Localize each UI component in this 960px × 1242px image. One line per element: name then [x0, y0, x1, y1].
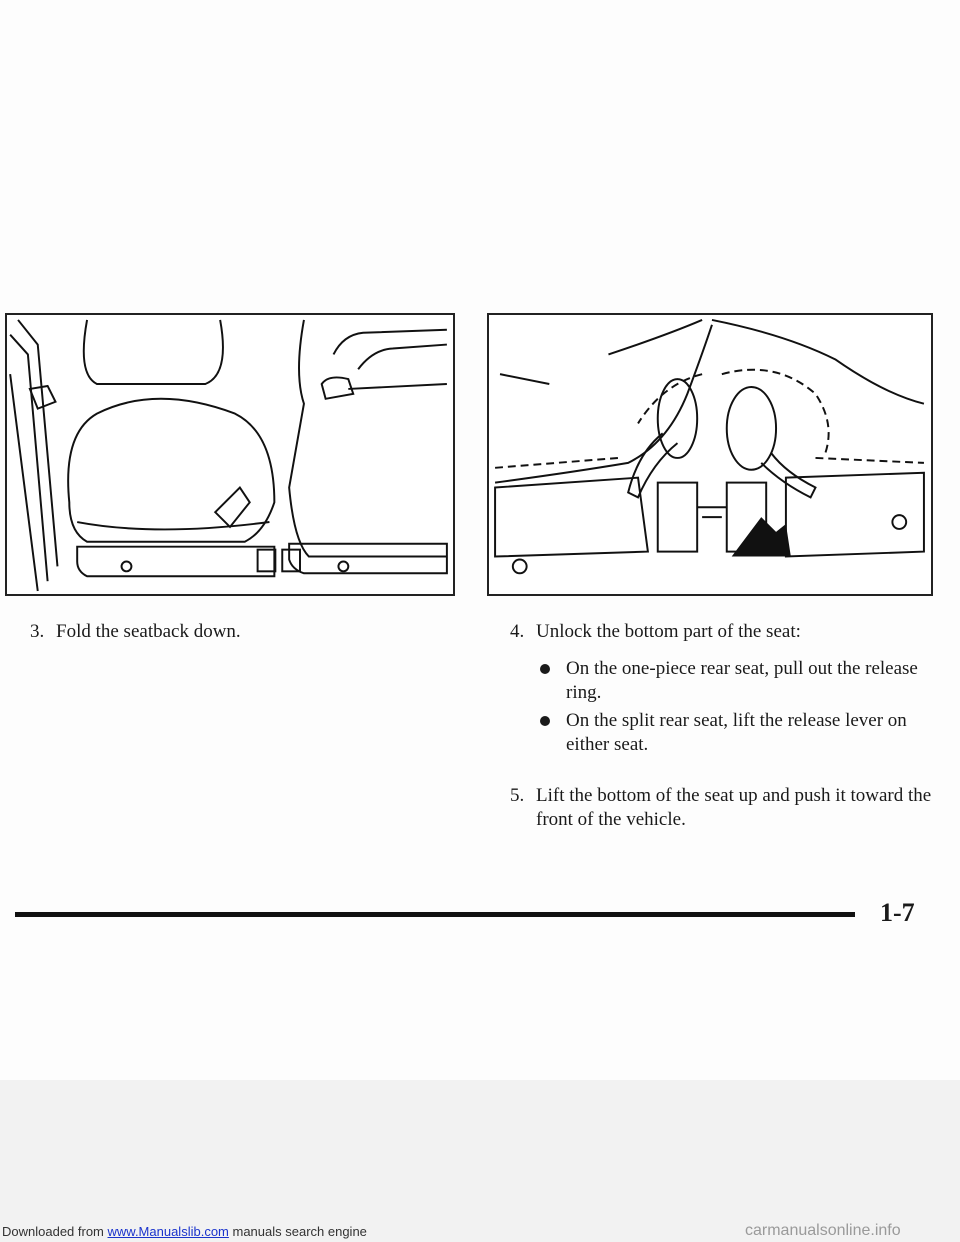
- seatback-folded-illustration: [5, 313, 455, 596]
- bullet-text: On the one-piece rear seat, pull out the release ring.: [566, 658, 918, 703]
- footer-prefix: Downloaded from: [2, 1224, 108, 1239]
- step-number: 3.: [30, 621, 45, 642]
- step-number: 4.: [510, 621, 525, 642]
- step-text: Lift the bottom of the seat up and push it toward the front of the vehicle.: [536, 785, 932, 830]
- page-number: 1-7: [880, 898, 915, 927]
- bullet-icon: [540, 716, 550, 726]
- step-4: [510, 620, 940, 646]
- bullet-icon: [540, 664, 550, 674]
- bullet-item: [540, 709, 940, 759]
- step-3: [30, 620, 450, 646]
- step-text: Unlock the bottom part of the seat:: [536, 621, 801, 642]
- bullet-text: On the split rear seat, lift the release lever on either seat.: [566, 710, 907, 755]
- bullet-item: [540, 657, 940, 707]
- footer-suffix: manuals search engine: [228, 1224, 367, 1239]
- step-5: [510, 784, 940, 836]
- seat-drawing-right: [489, 315, 931, 594]
- watermark-brand: carmanualsonline.info: [745, 1222, 901, 1239]
- seat-release-illustration: [487, 313, 933, 596]
- section-divider: [15, 912, 855, 917]
- step-text: Fold the seatback down.: [56, 621, 241, 642]
- manualslib-link[interactable]: www.Manualslib.com: [107, 1224, 229, 1239]
- scan-margin: [0, 1080, 960, 1242]
- arrow-icon: [732, 517, 791, 556]
- seat-drawing-left: [7, 315, 453, 594]
- step-number: 5.: [510, 785, 525, 806]
- download-footer: [2, 1224, 367, 1239]
